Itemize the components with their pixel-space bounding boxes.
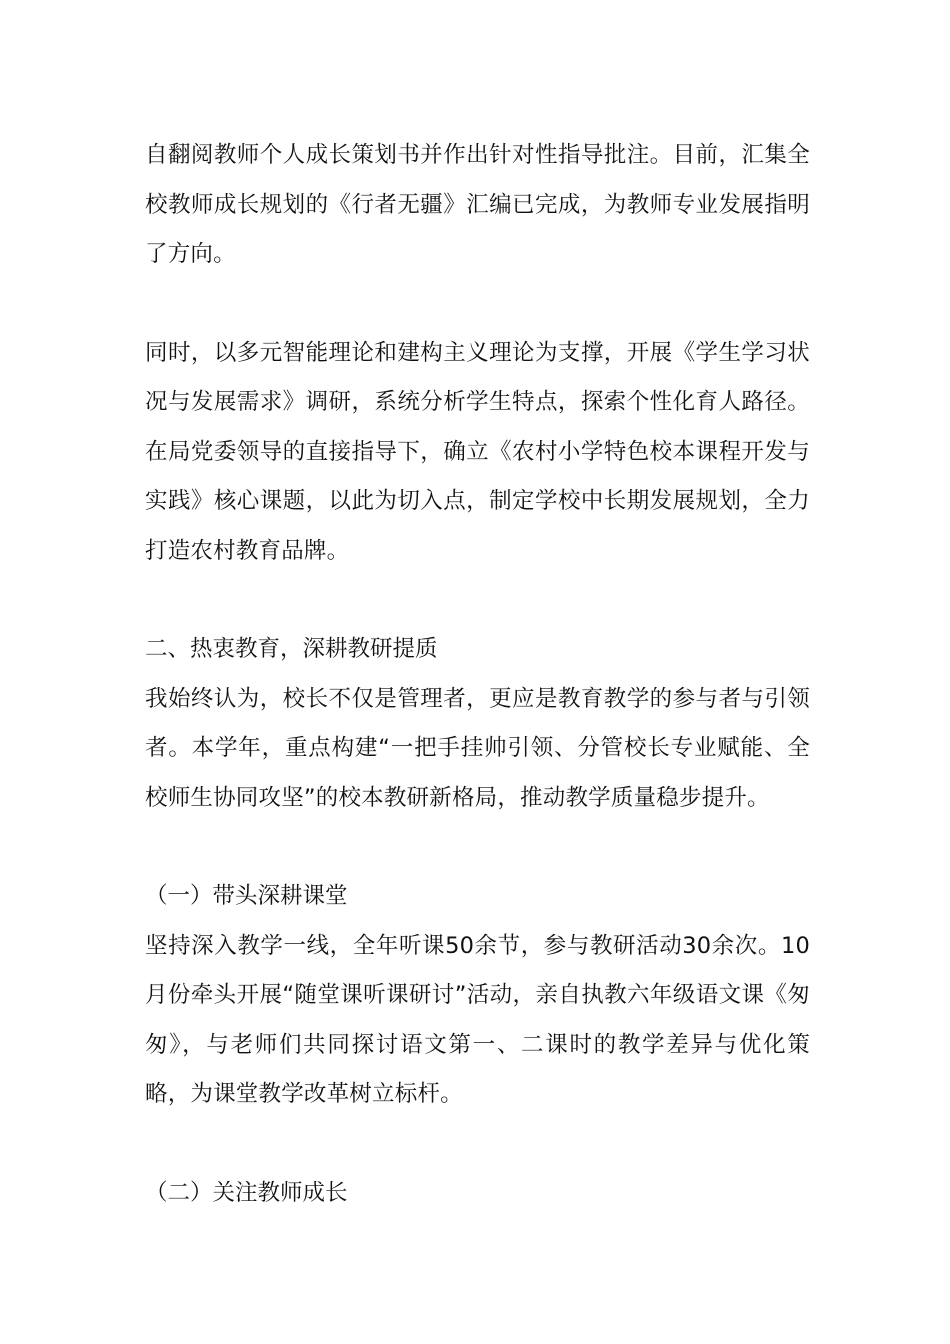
paragraph-teacher-growth-plan: 自翻阅教师个人成长策划书并作出针对性指导批注。目前，汇集全校教师成长规划的《行者无疆》汇编已完成，为教师专业发展指明了方向。 xyxy=(145,142,810,267)
paragraph-classroom-practice: 坚持深入教学一线，全年听课50余节，参与教研活动30余次。10月份牵头开展“随堂课听课研讨”活动，亲自执教六年级语文课《匆匆》，与老师们共同探讨语文第一、二课时的教学差异与优化策略，为课堂教学改革树立标杆。 xyxy=(145,932,810,1107)
subheading-classroom: （一）带头深耕课堂 xyxy=(145,883,348,909)
paragraph-spacer xyxy=(145,1120,810,1169)
paragraph-principal-role: 我始终认为，校长不仅是管理者，更应是教育教学的参与者与引领者。本学年，重点构建“一把手挂帅引领、分管校长专业赋能、全校师生协同攻坚”的校本教研新格局，推动教学质量稳步提升。 xyxy=(145,685,810,811)
paragraph-spacer xyxy=(145,280,810,329)
paragraph-spacer xyxy=(145,576,810,625)
paragraph-spacer xyxy=(145,823,810,872)
document-body xyxy=(145,131,810,1218)
section-heading-teaching-research: 二、热衷教育，深耕教研提质 xyxy=(145,636,438,662)
subheading-teacher-growth: （二）关注教师成长 xyxy=(145,1179,348,1206)
paragraph-student-research: 同时，以多元智能理论和建构主义理论为支撑，开展《学生学习状况与发展需求》调研，系统分析学生特点，探索个性化育人路径。在局党委领导的直接指导下，确立《农村小学特色校本课程开发与实践》核心课题，以此为切入点，制定学校中长期发展规划，全力打造农村教育品牌。 xyxy=(145,339,810,564)
